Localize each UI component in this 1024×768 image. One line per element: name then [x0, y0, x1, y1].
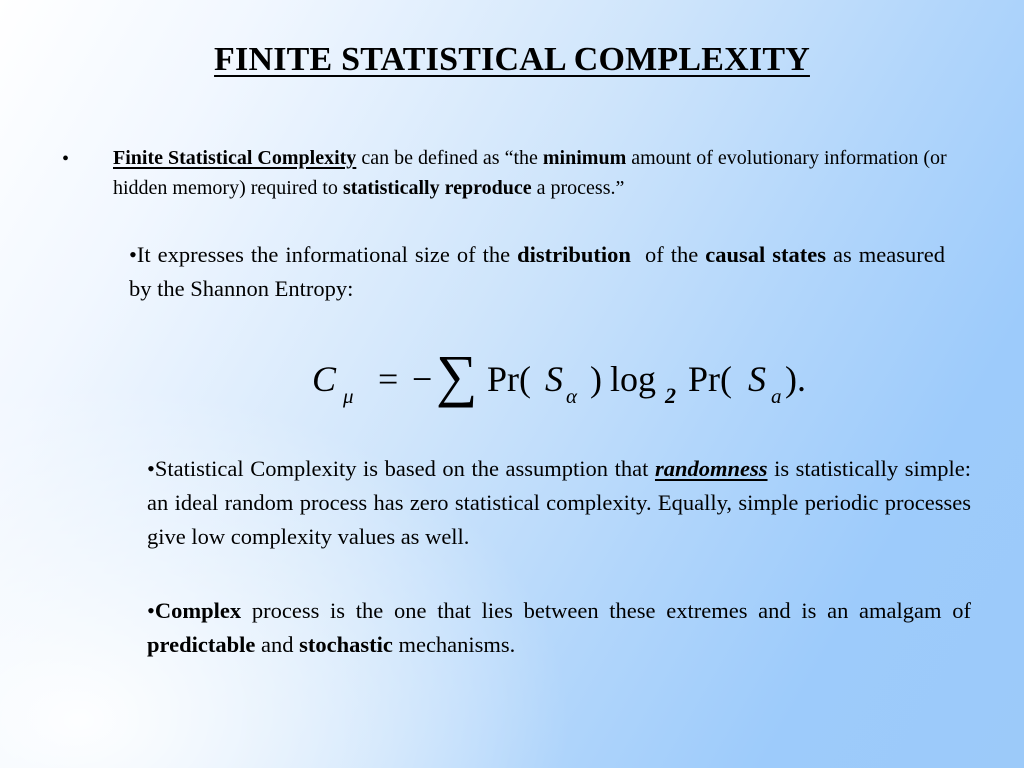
formula-equals: = [378, 359, 399, 399]
entropy-bold-causal-states: causal states [705, 242, 827, 267]
complex-text-3: mechanisms. [392, 632, 516, 657]
complex-bold: Complex [154, 598, 242, 623]
entropy-paragraph [129, 238, 945, 306]
stochastic-bold: stochastic [299, 632, 393, 657]
entropy-text-3: as measured by the Shannon Entropy: [129, 242, 946, 301]
complex-text-2: and [255, 632, 300, 657]
slide-title: FINITE STATISTICAL COMPLEXITY [214, 41, 810, 78]
formula-alpha-subscript: α [566, 384, 578, 408]
definition-text-1: can be defined as “the [356, 147, 543, 169]
bullet-marker: • [62, 148, 70, 170]
formula-pr-2: Pr( [688, 359, 732, 399]
formula-c: C [312, 359, 337, 399]
formula-close-1: ) [590, 359, 602, 399]
complex-text-1: process is the one that lies between these extremes and is an amalgam of [241, 598, 971, 623]
entropy-text-1: •It expresses the informational size of the [129, 242, 518, 267]
formula-log-base: 2 [665, 383, 676, 408]
randomness-text-2: is statistically simple: an ideal random process has zero statistical complexity. Equally, simple periodic processes give low complexity values as well. [147, 456, 971, 549]
definition-paragraph [113, 143, 973, 203]
formula-pr-1: Pr( [487, 359, 531, 399]
predictable-bold: predictable [147, 632, 256, 657]
randomness-emphasis: randomness [654, 456, 768, 481]
randomness-text-1: •Statistical Complexity is based on the assumption that [147, 456, 655, 481]
definition-text-3: a process.” [531, 177, 625, 199]
term-heading: Finite Statistical Complexity [113, 147, 357, 169]
formula-s-1: S [545, 359, 563, 399]
formula-mu-subscript: μ [343, 384, 354, 408]
formula-s-2: S [748, 359, 766, 399]
complex-bullet: • [147, 598, 155, 623]
definition-text-2: amount of evolutionary information (or hidden memory) required to [113, 147, 947, 199]
formula-minus: − [412, 359, 433, 399]
complex-paragraph [147, 594, 971, 662]
formula-log: log [610, 359, 657, 399]
formula-sum-symbol: ∑ [436, 343, 478, 408]
randomness-paragraph [147, 452, 971, 554]
entropy-bold-distribution: distribution [517, 242, 631, 267]
formula-a-subscript: a [771, 384, 782, 408]
definition-bold-reproduce: statistically reproduce [342, 177, 532, 199]
definition-bold-minimum: minimum [542, 147, 627, 169]
entropy-text-2: of the [630, 242, 706, 267]
formula-close-2: ). [785, 359, 806, 399]
